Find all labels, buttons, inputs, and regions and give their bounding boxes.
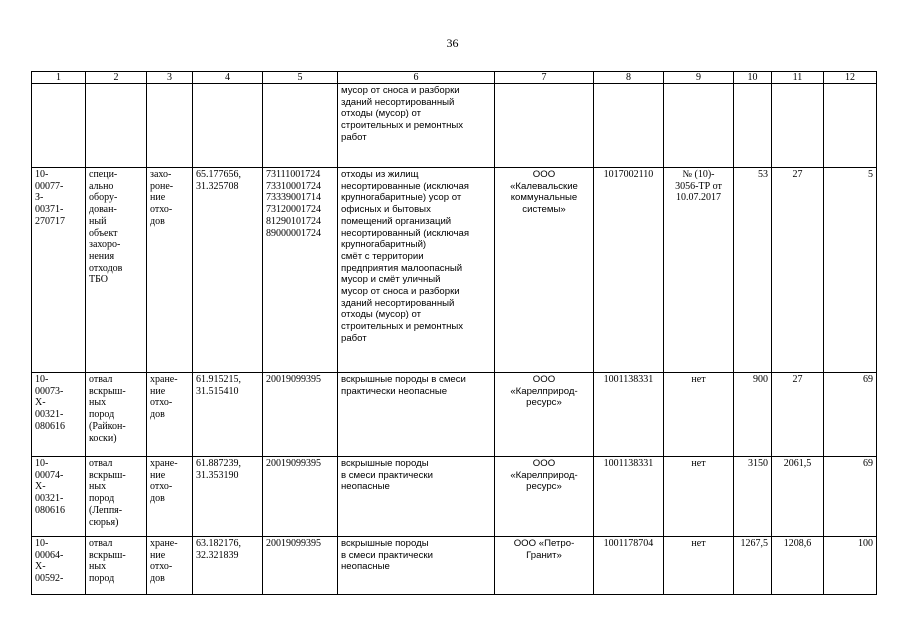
waste-facilities-table xyxy=(31,71,877,595)
waste-codes-cell: 20019099395 xyxy=(263,457,338,537)
waste-types-cell: вскрышные породы в смеси практически неопасные xyxy=(338,537,495,595)
coordinates-cell: 61.887239, 31.353190 xyxy=(193,457,263,537)
table-row xyxy=(32,373,877,457)
value-cell-12: 5 xyxy=(824,168,877,373)
column-header: 6 xyxy=(338,72,495,84)
waste-types-cell: отходы из жилищ несортированные (исключая крупногабаритные) усор от офисных и бытовых помещений организаций несортированный (исключая крупногабаритный) смёт с территории предприятия малоопасный мусор и смёт уличный мусор от сноса и разборки зданий несортированный отходы (мусор) от строительных и ремонтных работ xyxy=(338,168,495,373)
column-header: 5 xyxy=(263,72,338,84)
value-cell-10: 53 xyxy=(734,168,772,373)
value-cell-11: 2061,5 xyxy=(772,457,824,537)
value-cell-11: 27 xyxy=(772,373,824,457)
column-header: 10 xyxy=(734,72,772,84)
coordinates-cell xyxy=(193,84,263,168)
object-name-cell xyxy=(86,84,147,168)
operator-cell: ООО «Петро- Гранит» xyxy=(495,537,594,595)
column-header: 11 xyxy=(772,72,824,84)
license-cell: нет xyxy=(664,457,734,537)
coordinates-cell: 63.182176, 32.321839 xyxy=(193,537,263,595)
column-header: 12 xyxy=(824,72,877,84)
coordinates-cell: 61.915215, 31.515410 xyxy=(193,373,263,457)
object-name-cell: отвал вскрыш- ных пород (Леппя- сюрья) xyxy=(86,457,147,537)
column-header: 8 xyxy=(594,72,664,84)
page-number: 36 xyxy=(446,36,459,50)
object-name-cell: специ- ально обору- дован- ный объект захоро- нения отходов ТБО xyxy=(86,168,147,373)
object-name-cell: отвал вскрыш- ных пород (Райкон- коски) xyxy=(86,373,147,457)
purpose-cell xyxy=(147,84,193,168)
value-cell-10: 3150 xyxy=(734,457,772,537)
value-cell-10: 900 xyxy=(734,373,772,457)
inn-cell: 1017002110 xyxy=(594,168,664,373)
value-cell-11: 1208,6 xyxy=(772,537,824,595)
facility-id-cell: 10- 00073- Х- 00321- 080616 xyxy=(32,373,86,457)
facility-id-cell: 10- 00064- Х- 00592- xyxy=(32,537,86,595)
table-row xyxy=(32,537,877,595)
table-row xyxy=(32,457,877,537)
operator-cell: ООО «Калевальские коммунальные системы» xyxy=(495,168,594,373)
value-cell-11 xyxy=(772,84,824,168)
column-header: 7 xyxy=(495,72,594,84)
waste-codes-cell: 73111001724 73310001724 73339001714 73120001724 81290101724 89000001724 xyxy=(263,168,338,373)
inn-cell: 1001178704 xyxy=(594,537,664,595)
inn-cell xyxy=(594,84,664,168)
waste-types-cell: мусор от сноса и разборки зданий несортированный отходы (мусор) от строительных и ремонтных работ xyxy=(338,84,495,168)
object-name-cell: отвал вскрыш- ных пород xyxy=(86,537,147,595)
purpose-cell: хране- ние отхо- дов xyxy=(147,373,193,457)
column-header: 3 xyxy=(147,72,193,84)
value-cell-10 xyxy=(734,84,772,168)
waste-codes-cell: 20019099395 xyxy=(263,373,338,457)
value-cell-12: 69 xyxy=(824,373,877,457)
column-header: 1 xyxy=(32,72,86,84)
operator-cell: ООО «Карелприрод- ресурс» xyxy=(495,457,594,537)
column-header: 2 xyxy=(86,72,147,84)
waste-codes-cell: 20019099395 xyxy=(263,537,338,595)
value-cell-10: 1267,5 xyxy=(734,537,772,595)
column-header: 4 xyxy=(193,72,263,84)
license-cell: нет xyxy=(664,373,734,457)
license-cell: нет xyxy=(664,537,734,595)
waste-types-cell: вскрышные породы в смеси практически неопасные xyxy=(338,373,495,457)
inn-cell: 1001138331 xyxy=(594,457,664,537)
inn-cell: 1001138331 xyxy=(594,373,664,457)
waste-types-cell: вскрышные породы в смеси практически неопасные xyxy=(338,457,495,537)
value-cell-12 xyxy=(824,84,877,168)
column-header: 9 xyxy=(664,72,734,84)
operator-cell: ООО «Карелприрод- ресурс» xyxy=(495,373,594,457)
facility-id-cell: 10- 00077- З- 00371- 270717 xyxy=(32,168,86,373)
license-cell xyxy=(664,84,734,168)
value-cell-12: 69 xyxy=(824,457,877,537)
table-header-row xyxy=(32,72,877,84)
purpose-cell: захо- роне- ние отхо- дов xyxy=(147,168,193,373)
table-row xyxy=(32,84,877,168)
license-cell: № (10)- 3056-ТР от 10.07.2017 xyxy=(664,168,734,373)
value-cell-11: 27 xyxy=(772,168,824,373)
coordinates-cell: 65.177656, 31.325708 xyxy=(193,168,263,373)
purpose-cell: хране- ние отхо- дов xyxy=(147,457,193,537)
table-row xyxy=(32,168,877,373)
operator-cell xyxy=(495,84,594,168)
waste-codes-cell xyxy=(263,84,338,168)
value-cell-12: 100 xyxy=(824,537,877,595)
purpose-cell: хране- ние отхо- дов xyxy=(147,537,193,595)
facility-id-cell: 10- 00074- Х- 00321- 080616 xyxy=(32,457,86,537)
facility-id-cell xyxy=(32,84,86,168)
